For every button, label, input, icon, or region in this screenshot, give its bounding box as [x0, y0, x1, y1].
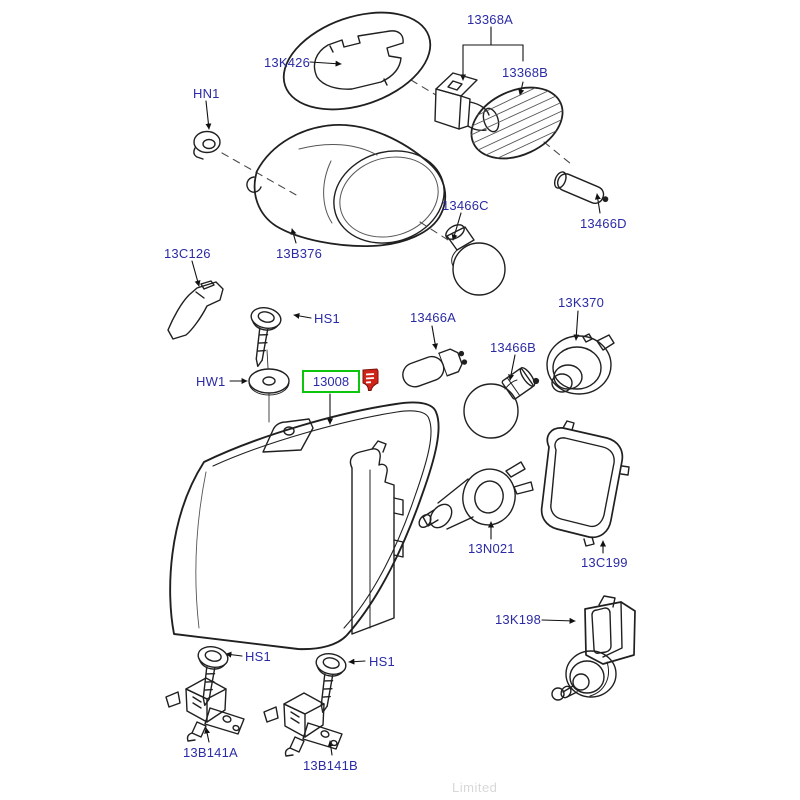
- part-label-13B141B[interactable]: 13B141B: [303, 758, 358, 773]
- socket-13k370-drawing: [547, 334, 614, 394]
- part-label-13466C[interactable]: 13466C: [442, 198, 489, 213]
- part-label-13K198[interactable]: 13K198: [495, 612, 542, 627]
- part-label-13368B[interactable]: 13368B: [502, 65, 549, 80]
- bulb-13466b-drawing: [464, 366, 538, 438]
- part-label-13466A[interactable]: 13466A: [410, 310, 457, 325]
- part-label-13008[interactable]: 13008: [312, 374, 350, 389]
- note-icon[interactable]: [361, 368, 380, 393]
- part-label-13466D[interactable]: 13466D: [580, 216, 627, 231]
- part-label-13C199[interactable]: 13C199: [581, 555, 628, 570]
- part-label-13N021[interactable]: 13N021: [468, 541, 515, 556]
- headlamp-assembly-drawing: [170, 402, 438, 649]
- part-label-13K370[interactable]: 13K370: [558, 295, 605, 310]
- screw-hs1-top-drawing: [241, 305, 283, 422]
- bracket-13b141b-drawing: [264, 693, 342, 756]
- part-label-13368A[interactable]: 13368A: [467, 12, 514, 27]
- nut-hn1-drawing: [194, 132, 220, 160]
- part-label-HS1-right[interactable]: HS1: [369, 654, 395, 669]
- bulb-13466d-drawing: [552, 170, 610, 208]
- part-label-13B141A[interactable]: 13B141A: [183, 745, 238, 760]
- washer-hw1-drawing: [249, 369, 289, 395]
- part-label-HW1[interactable]: HW1: [196, 374, 226, 389]
- highlighted-part-label-13008[interactable]: [302, 370, 360, 393]
- bulb-13n021-drawing: [417, 462, 533, 532]
- part-label-13C126[interactable]: 13C126: [164, 246, 211, 261]
- leveling-motor-13k198-drawing: [552, 596, 635, 700]
- assembly-axis-dashes: [222, 80, 571, 240]
- fog-lamp-body-drawing: [247, 125, 456, 257]
- bracket-13c126-drawing: [168, 281, 223, 339]
- part-label-13B376[interactable]: 13B376: [276, 246, 323, 261]
- gasket-13c199-drawing: [542, 421, 629, 546]
- part-label-HS1-left[interactable]: HS1: [245, 649, 271, 664]
- watermark-text: Limited: [452, 780, 498, 795]
- part-label-13K426[interactable]: 13K426: [264, 55, 311, 70]
- part-label-HS1-top[interactable]: HS1: [314, 311, 340, 326]
- side-lamp-socket-lens-drawing: [435, 73, 574, 172]
- part-label-13466B[interactable]: 13466B: [490, 340, 537, 355]
- bulb-13466c-drawing: [443, 222, 505, 295]
- screw-hs1-right-drawing: [306, 651, 348, 715]
- part-label-HN1[interactable]: HN1: [193, 86, 220, 101]
- bulb-13466a-drawing: [399, 345, 468, 390]
